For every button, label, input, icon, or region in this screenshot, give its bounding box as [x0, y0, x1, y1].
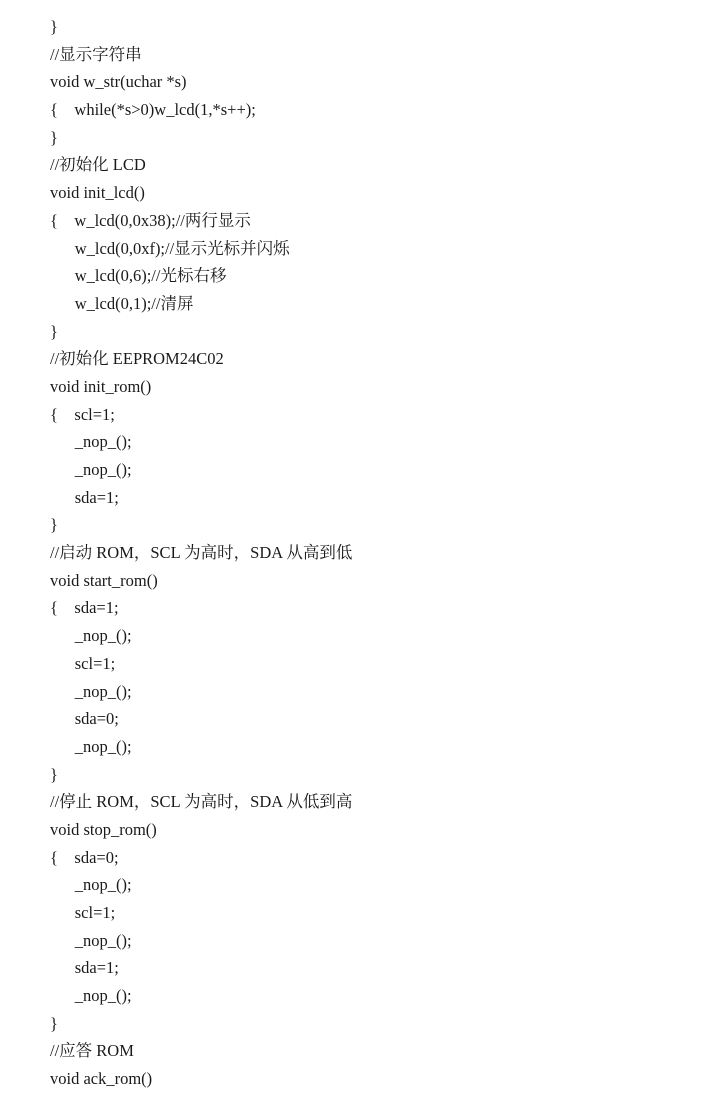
- code-line: _nop_();: [50, 736, 132, 756]
- code-line: sda=1;: [50, 958, 119, 978]
- code-line: scl=1;: [50, 903, 116, 922]
- code-line: _nop_();: [50, 460, 132, 479]
- code-comment: //初始化 EEPROM24C02: [50, 349, 224, 369]
- code-line: { while(*s>0)w_lcd(1,*s++);: [50, 100, 256, 120]
- code-line: scl=1;: [50, 653, 116, 673]
- code-line: }: [50, 764, 58, 784]
- code-line: w_lcd(0,6);//光标右移: [50, 266, 227, 286]
- code-comment: //显示字符串: [50, 44, 142, 64]
- code-comment: //启动 ROM，SCL 为高时，SDA 从高到低: [50, 543, 353, 563]
- code-line: sda=0;: [50, 709, 119, 729]
- function-signature: void stop_rom(): [50, 819, 157, 839]
- function-signature: void start_rom(): [50, 570, 158, 590]
- function-signature: void init_lcd(): [50, 183, 145, 203]
- code-line: _nop_();: [50, 930, 132, 950]
- code-line: sda=1;: [50, 487, 119, 507]
- code-line: { w_lcd(0,0x38);//两行显示: [50, 210, 251, 230]
- code-line: _nop_();: [50, 432, 132, 452]
- code-line: }: [50, 1013, 58, 1033]
- code-line: _nop_();: [50, 875, 132, 895]
- code-line: { sda=1;: [50, 598, 119, 618]
- code-line: }: [50, 17, 58, 36]
- code-line: }: [50, 515, 58, 535]
- code-comment: //初始化 LCD: [50, 155, 146, 175]
- code-line: _nop_();: [50, 681, 132, 701]
- code-listing: [50, 13, 352, 1093]
- code-line: w_lcd(0,1);//清屏: [50, 293, 194, 313]
- code-line: }: [50, 321, 58, 341]
- code-line: }: [50, 127, 58, 147]
- code-line: _nop_();: [50, 986, 132, 1006]
- function-signature: void ack_rom(): [50, 1069, 153, 1089]
- code-line: _nop_();: [50, 626, 132, 646]
- code-line: { scl=1;: [50, 404, 115, 424]
- code-comment: //应答 ROM: [50, 1041, 134, 1061]
- function-signature: void w_str(uchar *s): [50, 72, 187, 92]
- code-line: { sda=0;: [50, 847, 119, 867]
- code-line: w_lcd(0,0xf);//显示光标并闪烁: [50, 238, 290, 258]
- code-comment: //停止 ROM，SCL 为高时，SDA 从低到高: [50, 792, 353, 812]
- function-signature: void init_rom(): [50, 376, 152, 396]
